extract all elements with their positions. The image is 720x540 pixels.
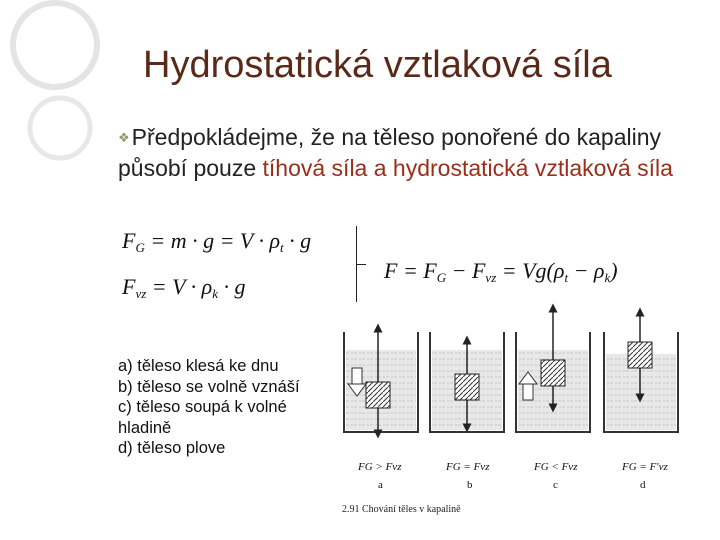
case-d: d) těleso plove [118,439,226,457]
intro-highlight: tíhová síla a hydrostatická vztlaková síla [262,155,673,181]
beaker-b [430,332,504,432]
condition-b: FG = Fvz [446,461,490,473]
formula-bracket [356,226,367,302]
label-c: c [553,479,558,491]
case-a: a) těleso klesá ke dnu [118,357,279,375]
formula-resultant: $F = F_G - F_{vz} = Vg(\rho_t - \rho_k)$ [384,258,618,285]
formula-block [118,222,678,304]
beaker-a [344,328,418,434]
intro-paragraph [118,122,698,184]
bullet-icon: ❖ [118,130,130,145]
condition-c: FG < Fvz [534,461,578,473]
condition-a: FG > Fvz [358,461,402,473]
case-c: c) těleso soupá k volné hladině [118,398,287,437]
label-b: b [467,479,473,491]
label-d: d [640,479,646,491]
label-a: a [378,479,383,491]
cases-list [118,356,338,459]
beaker-d [604,312,678,432]
beaker-c [516,308,590,432]
slide-title: Hydrostatická vztlaková síla [143,44,612,86]
formula-buoyancy: $F_{vz} = V \cdot \rho_k \cdot g$ [122,274,246,301]
formula-gravity: $F_G = m \cdot g = V \cdot \rho_t \cdot g$ [122,228,312,255]
case-b: b) těleso se volně vznáší [118,377,300,396]
figure-caption: 2.91 Chování těles v kapalině [342,504,461,515]
buoyancy-figure [338,302,690,518]
condition-d: FG = F'vz [622,461,668,473]
intro-text: Předpokládejme, že na těleso ponořené do kapaliny působí pouze [118,124,662,181]
